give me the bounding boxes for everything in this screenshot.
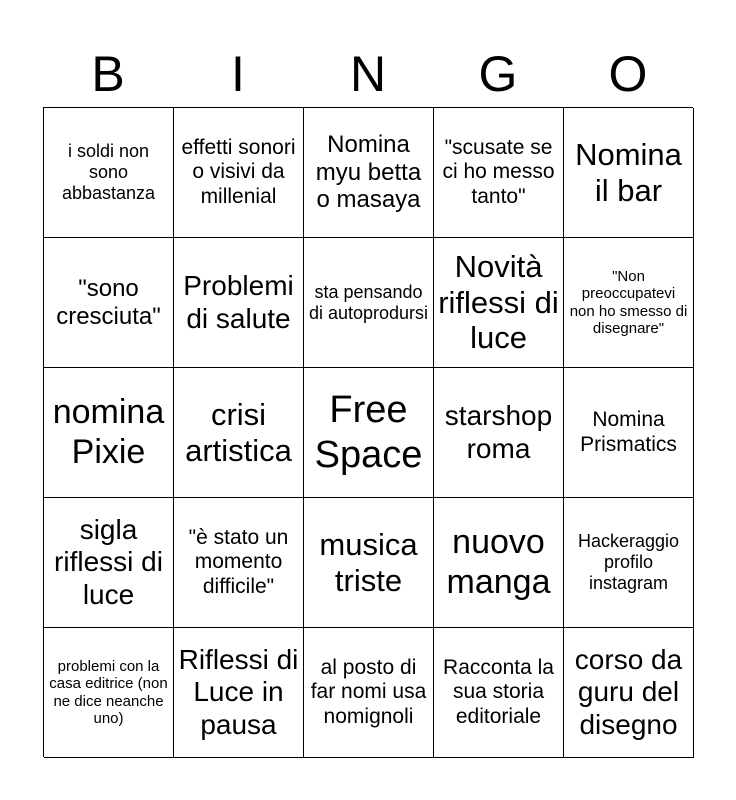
cell-text: Nomina il bar xyxy=(575,136,682,208)
bingo-grid xyxy=(43,107,693,757)
header-letter-n: N xyxy=(349,46,387,102)
bingo-cell[interactable] xyxy=(44,238,174,368)
bingo-cell[interactable] xyxy=(44,498,174,628)
bingo-cell[interactable] xyxy=(434,108,564,238)
bingo-cell[interactable] xyxy=(564,628,694,758)
free-space-cell[interactable] xyxy=(304,368,434,498)
cell-text: nuovo manga xyxy=(446,523,551,601)
cell-text: effetti sonori o visivi da millenial xyxy=(181,135,296,208)
cell-text: nomina Pixie xyxy=(52,393,165,471)
bingo-cell[interactable] xyxy=(434,498,564,628)
header-letter-o: O xyxy=(608,46,648,102)
bingo-cell[interactable] xyxy=(174,108,304,238)
cell-text: "è stato un momento difficile" xyxy=(188,525,289,598)
bingo-cell[interactable] xyxy=(44,628,174,758)
bingo-cell[interactable] xyxy=(564,238,694,368)
cell-text: "scusate se ci ho messo tanto" xyxy=(442,135,555,208)
cell-text: Racconta la sua storia editoriale xyxy=(443,655,554,728)
cell-text: Problemi di salute xyxy=(183,270,294,334)
bingo-cell[interactable] xyxy=(304,108,434,238)
cell-text: crisi artistica xyxy=(185,396,292,468)
bingo-cell[interactable] xyxy=(174,368,304,498)
cell-text: Nomina Prismatics xyxy=(580,408,677,456)
bingo-cell[interactable] xyxy=(564,498,694,628)
bingo-header xyxy=(43,42,693,106)
cell-text: Riflessi di Luce in pausa xyxy=(178,643,299,740)
bingo-cell[interactable] xyxy=(174,238,304,368)
cell-text: musica triste xyxy=(319,526,418,598)
cell-text: "sono cresciuta" xyxy=(56,274,161,330)
bingo-cell[interactable] xyxy=(174,498,304,628)
bingo-cell[interactable] xyxy=(304,628,434,758)
cell-text: Nomina myu betta o masaya xyxy=(315,130,422,214)
cell-text: Hackeraggio profilo instagram xyxy=(577,531,680,593)
header-letter-g: G xyxy=(478,46,518,102)
header-letter-b: B xyxy=(91,46,125,102)
cell-text: "Non preoccupatevi non ho smesso di disegnare" xyxy=(569,267,688,337)
header-letter-i: I xyxy=(231,46,245,102)
cell-text: i soldi non sono abbastanza xyxy=(61,141,156,203)
cell-text: starshop roma xyxy=(444,400,553,464)
bingo-cell[interactable] xyxy=(304,498,434,628)
cell-text: al posto di far nomi usa nomignoli xyxy=(310,655,427,728)
cell-text: Novità riflessi di luce xyxy=(438,248,559,356)
cell-text: sigla riflessi di luce xyxy=(54,513,163,610)
bingo-cell[interactable] xyxy=(174,628,304,758)
bingo-cell[interactable] xyxy=(44,108,174,238)
bingo-cell[interactable] xyxy=(44,368,174,498)
bingo-cell[interactable] xyxy=(434,238,564,368)
bingo-cell[interactable] xyxy=(304,238,434,368)
bingo-cell[interactable] xyxy=(434,628,564,758)
cell-text: corso da guru del disegno xyxy=(574,643,683,740)
cell-text: sta pensando di autoprodursi xyxy=(308,281,429,323)
bingo-cell[interactable] xyxy=(564,108,694,238)
cell-text: Free Space xyxy=(314,389,423,476)
bingo-cell[interactable] xyxy=(434,368,564,498)
cell-text: problemi con la casa editrice (non ne dice neanche uno) xyxy=(49,657,168,727)
bingo-cell[interactable] xyxy=(564,368,694,498)
